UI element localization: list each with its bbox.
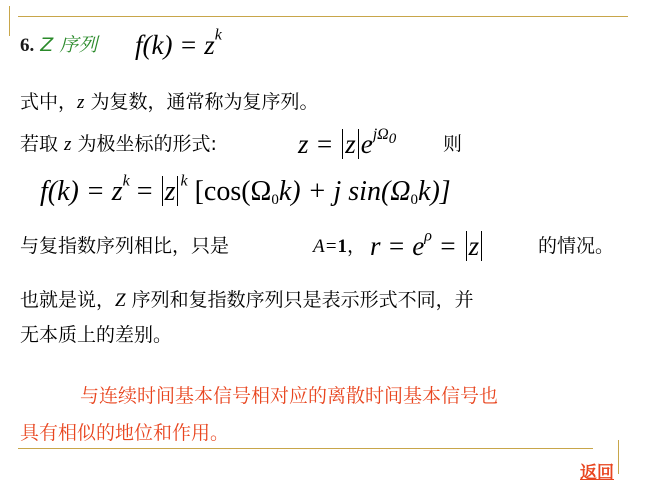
note-line-2: 具有相似的地位和作用。 [20, 422, 230, 444]
text-line-case: 的情况。 [538, 235, 615, 257]
condition-A: A=1， [313, 235, 366, 257]
right-rule [618, 440, 619, 474]
note-line-1: 与连续时间基本信号相对应的离散时间基本信号也 [80, 385, 499, 407]
bottom-rule [18, 448, 593, 449]
slide-heading [20, 33, 97, 58]
heading-formula: $f(k) = z^k$ [135, 26, 222, 60]
polar-formula: z = z $e^{j\Omega_0}$ [298, 125, 397, 159]
text-line-difference-2: 无本质上的差别。 [20, 324, 173, 346]
condition-r-formula: $r = e^\rho = z$ [370, 231, 484, 261]
left-rule [9, 6, 10, 36]
text-line-complex: 式中，z 为复数，通常称为复序列。 [20, 91, 319, 113]
heading-number: 6. [20, 35, 35, 56]
text-line-compare: 与复指数序列相比，只是 [20, 235, 230, 257]
then-label: 则 [443, 133, 463, 155]
top-rule [18, 16, 628, 17]
text-line-polar: 若取 z 为极坐标的形式: [20, 133, 217, 155]
main-formula: $f(k) = z^k = z$ $^k$ [$\cos(\Omega_0k) + j$ $\sin(\Omega_0k)$] [40, 172, 451, 208]
text-line-difference-1: 也就是说，Z 序列和复指数序列只是表示形式不同，并 [20, 289, 474, 311]
back-link[interactable]: 返回 [580, 463, 614, 483]
heading-title: Z 序列 [40, 34, 98, 56]
